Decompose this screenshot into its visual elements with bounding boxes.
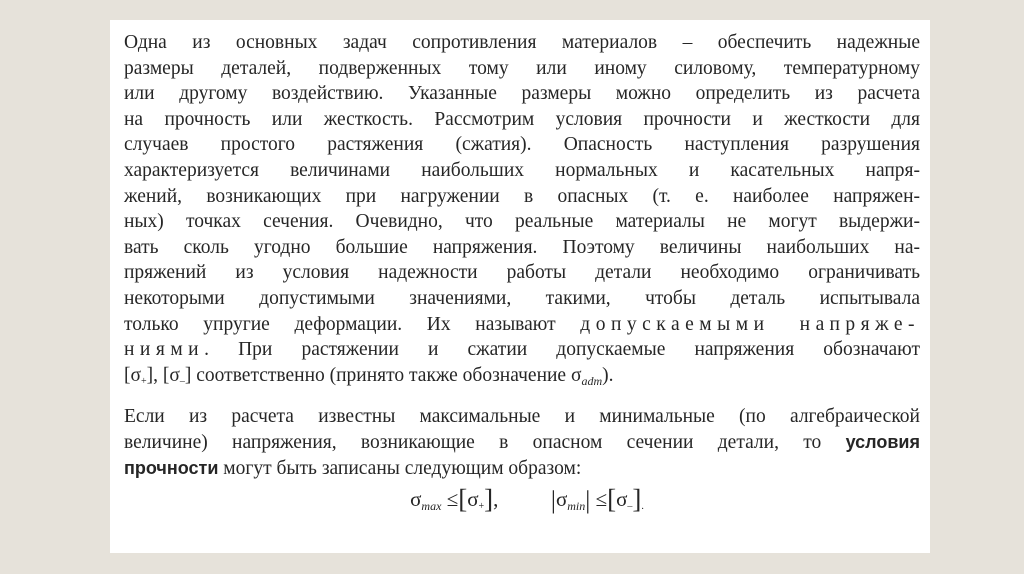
text-line bbox=[124, 312, 920, 338]
formula-symbol: σ bbox=[467, 487, 479, 512]
formula-bracket: ] bbox=[484, 484, 494, 515]
subscript: – bbox=[179, 375, 185, 387]
text-line bbox=[124, 456, 920, 482]
text-line: Одна из основных задач сопротивления материалов – обеспечить надежные bbox=[124, 32, 920, 53]
formula-subscript: min bbox=[567, 499, 586, 514]
formula-symbol: σ bbox=[555, 487, 568, 512]
bold-term: прочности bbox=[124, 457, 219, 478]
strength-condition-formula bbox=[124, 484, 920, 520]
formula-operator: ≤ bbox=[595, 487, 608, 512]
paragraph-2 bbox=[124, 404, 920, 481]
bold-term: условия bbox=[845, 431, 920, 452]
text-line: случаев простого растяжения (сжатия). Опасность наступления разрушения bbox=[124, 134, 920, 156]
document-page bbox=[110, 20, 930, 553]
text-line bbox=[124, 363, 920, 395]
formula-bracket: ] bbox=[632, 484, 642, 515]
symbol-sigma-plus: [σ bbox=[124, 364, 142, 386]
formula-symbol: σ bbox=[410, 487, 422, 512]
line-text: только упругие деформации. Их называют bbox=[124, 313, 556, 335]
symbol-sigma-minus: ], [σ bbox=[146, 364, 180, 386]
text-line bbox=[124, 430, 920, 456]
text-line bbox=[124, 337, 920, 363]
subscript: + bbox=[141, 375, 147, 387]
formula-bracket: [ bbox=[458, 484, 468, 515]
text-line: характеризуется величинами наибольших нормальных и касательных напря- bbox=[124, 159, 920, 181]
text-line: вать сколь угодно большие напряжения. Поэтому величины наибольших на- bbox=[124, 236, 920, 258]
formula-subscript: – bbox=[627, 501, 633, 513]
text-line: или другому воздействию. Указанные размеры можно определить из расчета bbox=[124, 83, 920, 105]
subscript: adm bbox=[581, 373, 603, 388]
text-line: некоторыми допустимыми значениями, такими, чтобы деталь испытывала bbox=[124, 287, 920, 309]
formula-subscript: max bbox=[421, 499, 442, 514]
formula-bracket: [ bbox=[607, 484, 617, 515]
formula-subscript: + bbox=[478, 501, 485, 513]
paragraph-1 bbox=[124, 30, 920, 394]
emphasized-term: ниями bbox=[124, 339, 205, 361]
formula-operator: ≤ bbox=[446, 487, 459, 512]
text-line: размеры деталей, подверженных тому или иному силовому, температурному bbox=[124, 57, 920, 79]
formula-separator: , bbox=[493, 487, 499, 512]
formula-end: . bbox=[641, 501, 644, 513]
line-text: . При растяжении и сжатии допускаемые напряжения обозначают bbox=[204, 339, 920, 361]
text-line: жений, возникающих при нагружении в опасных (т. е. наиболее напряжен- bbox=[124, 185, 920, 207]
emphasized-term: допускаемыми напряже- bbox=[580, 313, 921, 335]
line-text: ). bbox=[602, 364, 614, 386]
text-line: пряжений из условия надежности работы детали необходимо ограничивать bbox=[124, 262, 920, 284]
text-line: на прочность или жесткость. Рассмотрим условия прочности и жесткости для bbox=[124, 108, 920, 130]
line-text: ] соответственно (принято также обозначение σ bbox=[184, 364, 582, 386]
text-line: ных) точках сечения. Очевидно, что реальные материалы не могут выдержи- bbox=[124, 211, 920, 233]
line-text: могут быть записаны следующим образом: bbox=[218, 457, 582, 479]
formula-abs-bar: | bbox=[550, 487, 556, 515]
line-text: величине) напряжения, возникающие в опасном сечении детали, то bbox=[124, 431, 822, 453]
text-line: Если из расчета известны максимальные и минимальные (по алгебраической bbox=[124, 406, 920, 428]
formula-abs-bar: | bbox=[585, 487, 591, 515]
document-text bbox=[124, 30, 920, 520]
formula-symbol: σ bbox=[616, 487, 628, 512]
